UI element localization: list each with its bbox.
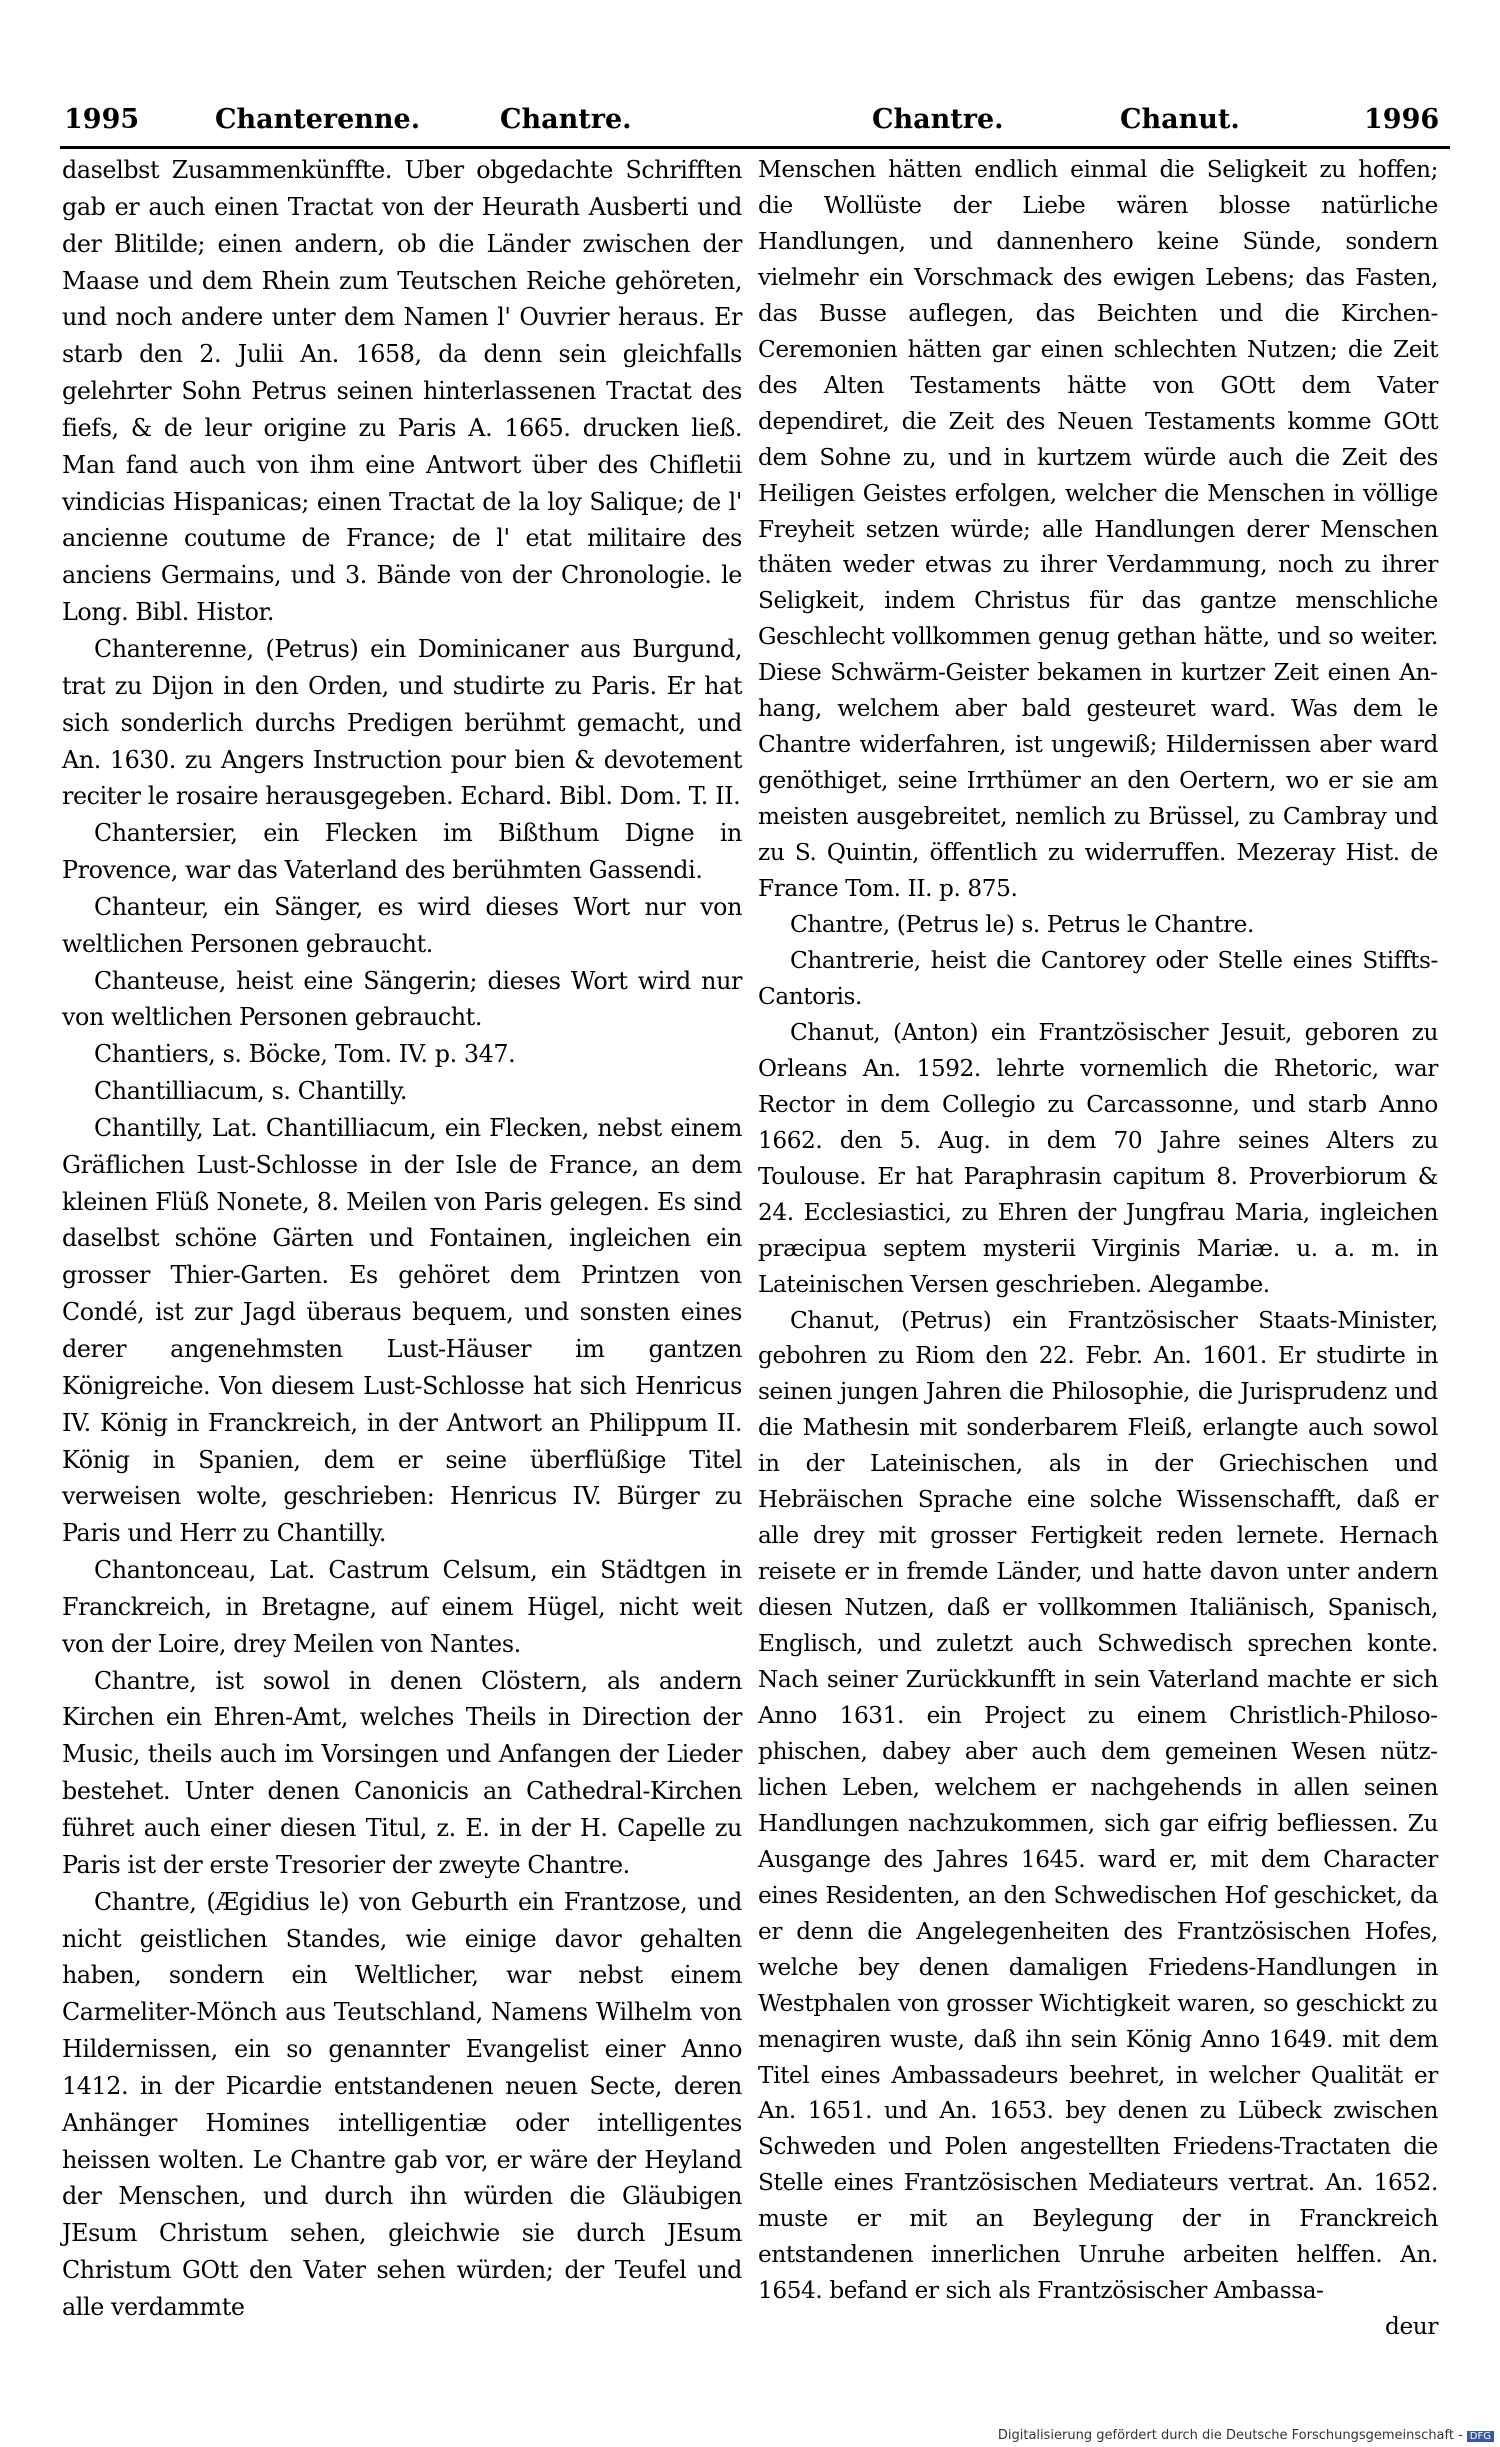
entry-text: Chantilliacum, s. Chantilly. [94,1077,408,1106]
entry-text: Chantre, (Petrus le) s. Petrus le Chantre. [790,911,1254,939]
entry-text: Chantiers, s. Böcke, Tom. IV. p. 347. [94,1040,516,1069]
entry-text: Chantersier, ein Flecken im Bißthum Digne in Provence, war das Vaterland des berühmten Gassendi. [62,819,742,885]
right-running-head-1: Chantre. [872,104,1004,135]
left-running-head-1: Chanterenne. [215,104,421,135]
entry-text: Chantre, ist sowol in denen Clöstern, als andern Kirchen ein Ehren-Amt, welches Theils in Direction der Music, theils auch im Vorsingen und Anfangen der Lieder bestehet. Unter denen Canonicis an Cathedral-Kirchen führet auch einer diesen Titul, z. E. in der H. Capelle zu Paris ist der erste Tresorier der zweyte Chantre. [62,1666,742,1879]
dfg-logo: DFG [1467,2431,1494,2442]
entry-text: Chanteur, ein Sänger, es wird dieses Wort nur von weltlichen Personen gebraucht. [62,892,742,958]
right-running-head-2: Chanut. [1120,104,1240,135]
left-column [62,152,742,2326]
left-running-head-2: Chantre. [500,104,632,135]
entry-text: Chantre, (Ægidius le) von Geburth ein Frantzose, und nicht geistlichen Standes, wie einige davor gehalten haben, sondern ein Weltlicher, war nebst einem Carmeliter-Mönch aus Teutschland, Namens Wilhelm von Hildernissen, ein so genannter Evangelist einer Anno 1412. in der Picardie entstandenen neuen Secte, deren Anhänger Homines intelligentiæ oder intelligentes heissen wolten. Le Chantre gab vor, er wäre der Heyland der Menschen, und durch ihn würden die Gläubigen JEsum Christum sehen, gleichwie sie durch JEsum Christum GOtt den Vater sehen würden; der Teufel und alle verdammte [62,1887,742,2321]
entry-text: Chanut, (Petrus) ein Frantzösischer Staats-Minister, gebohren zu Riom den 22. Febr. An. 1601. Er studirte in seinen jungen Jahren die Philosophie, die Jurisprudenz und die Mathesin mit sonderbarem Fleiß, erlangte auch sowol in der Lateinischen, als in der Griechischen und Hebräischen Sprache eine solche Wissenschafft, daß er alle drey mit grosser Fertigkeit reden lernete. Hernach reisete er in fremde Länder, und hatte davon unter andern diesen Nutzen, daß er vollkommen Italiänisch, Spanisch, Englisch, und zuletzt auch Schwedisch sprechen konte. Nach seiner Zurückkunfft in sein Vaterland machte er sich Anno 1631. ein Project zu einem Christlich-Philosophischen, dabey aber auch dem gemeinen Wesen nützlichen Leben, welchem er nachgehends in allen seinen Handlungen nachzukommen, sich gar eifrig befliessen. Zu Ausgange des Jahres 1645. ward er, mit dem Character eines Residenten, an den Schwedischen Hof geschicket, da er denn die Angelegenheiten des Frantzösischen Hofes, welche bey denen damaligen Friedens-Handlungen in Westphalen von grosser Wichtigkeit waren, so geschickt zu menagiren wuste, daß ihn sein König Anno 1649. mit dem Titel eines Ambassadeurs beehret, in welcher Qualität er An. 1651. und An. 1653. bey denen zu Lübeck zwischen Schweden und Polen angestellten Friedens-Tractaten die Stelle eines Frantzösischen Mediateurs vertrat. An. 1652. muste er mit an Beylegung der in Franckreich entstandenen innerlichen Unruhe arbeiten helffen. An. 1654. befand er sich als Frantzösischer Ambassa- [758,1306,1438,2305]
right-column [758,152,1438,2345]
digitization-footer [998,2428,1494,2443]
entry-text: Chantonceau, Lat. Castrum Celsum, ein Städtgen in Franckreich, in Bretagne, auf einem Hügel, nicht weit von der Loire, drey Meilen von Nantes. [62,1556,742,1658]
entry-text: daselbst Zusammenkünffte. Uber obgedachte Schrifften gab er auch einen Tractat von der Heurath Ausberti und der Blitilde; einen andern, ob die Länder zwischen der Maase und dem Rhein zum Teutschen Reiche gehöreten, und noch andere unter dem Namen l' Ouvrier heraus. Er starb den 2. Julii An. 1658, da denn sein gleichfalls gelehrter Sohn Petrus seinen hinterlassenen Tractat des fiefs, & de leur origine zu Paris A. 1665. drucken ließ. Man fand auch von ihm eine Antwort über des Chifletii vindicias Hispanicas; einen Tractat de la loy Salique; de l' ancienne coutume de France; de l' etat militaire des anciens Germains, und 3. Bände von der Chronologie. le Long. Bibl. Histor. [62,156,742,627]
entry-text: Chantilly, Lat. Chantilliacum, ein Flecken, nebst einem Gräflichen Lust-Schlosse in der Isle de France, an dem kleinen Flüß Nonete, 8. Meilen von Paris gelegen. Es sind daselbst schöne Gärten und Fontainen, ingleichen ein grosser Thier-Garten. Es gehöret dem Printzen von Condé, ist zur Jagd überaus bequem, und sonsten eines derer angenehmsten Lust-Häuser im gantzen Königreiche. Von diesem Lust-Schlosse hat sich Henricus IV. König in Franckreich, in der Antwort an Philippum II. König in Spanien, dem er seine überflüßige Titel verweisen wolte, geschrieben: Henricus IV. Bürger zu Paris und Herr zu Chantilly. [62,1113,742,1548]
right-page-number: 1996 [1364,104,1440,135]
header-rule [60,146,1450,149]
entry-text: Chanteuse, heist eine Sängerin; dieses Wort wird nur von weltlichen Personen gebraucht. [62,966,742,1032]
entry-text: Chanut, (Anton) ein Frantzösischer Jesuit, geboren zu Orleans An. 1592. lehrte vornemlich die Rhetoric, war Rector in dem Collegio zu Carcassonne, und starb Anno 1662. den 5. Aug. in dem 70 Jahre seines Alters zu Toulouse. Er hat Paraphrasin capitum 8. Proverbiorum & 24. Ecclesiastici, zu Ehren der Jungfrau Maria, ingleichen præcipua septem mysterii Virginis Mariæ. u. a. m. in Lateinischen Versen geschrieben. Alegambe. [758,1018,1438,1298]
entry-text: Menschen hätten endlich einmal die Seligkeit zu hoffen; die Wollüste der Liebe wären blosse natürliche Handlungen, und dannenhero keine Sünde, sondern vielmehr ein Vorschmack des ewigen Lebens; das Fasten, das Busse auflegen, das Beichten und die Kirchen-Ceremonien hätten gar einen schlechten Nutzen; die Zeit des Alten Testaments hätte von GOtt dem Vater dependiret, die Zeit des Neuen Testaments komme GOtt dem Sohne zu, und in kurtzem würde auch die Zeit des Heiligen Geistes erfolgen, welcher die Menschen in völlige Freyheit setzen würde; alle Handlungen derer Menschen thäten weder etwas zu ihrer Verdammung, noch zu ihrer Seligkeit, indem Christus für das gantze menschliche Geschlecht vollkommen genug gethan hätte, und so weiter. Diese Schwärm-Geister bekamen in kurtzer Zeit einen Anhang, welchem aber bald gesteuret ward. Was dem le Chantre widerfahren, ist ungewiß; Hildernissen aber ward genöthiget, seine Irrthümer an den Oertern, wo er sie am meisten ausgebreitet, nemlich zu Brüssel, zu Cambray und zu S. Quintin, öffentlich zu widerruffen. Mezeray Hist. de France Tom. II. p. 875. [758,156,1438,903]
footer-text: Digitalisierung gefördert durch die Deutsche Forschungsgemeinschaft - [997,2428,1463,2443]
entry-text: Chanterenne, (Petrus) ein Dominicaner aus Burgund, trat zu Dijon in den Orden, und studirte zu Paris. Er hat sich sonderlich durchs Predigen berühmt gemacht, und An. 1630. zu Angers Instruction pour bien & devotement reciter le rosaire herausgegeben. Echard. Bibl. Dom. T. II. [62,634,742,811]
left-page-number: 1995 [64,104,140,135]
entry-text: Chantrerie, heist die Cantorey oder Stelle eines Stiffts-Cantoris. [758,946,1438,1010]
catchword: deur [1385,2313,1438,2341]
